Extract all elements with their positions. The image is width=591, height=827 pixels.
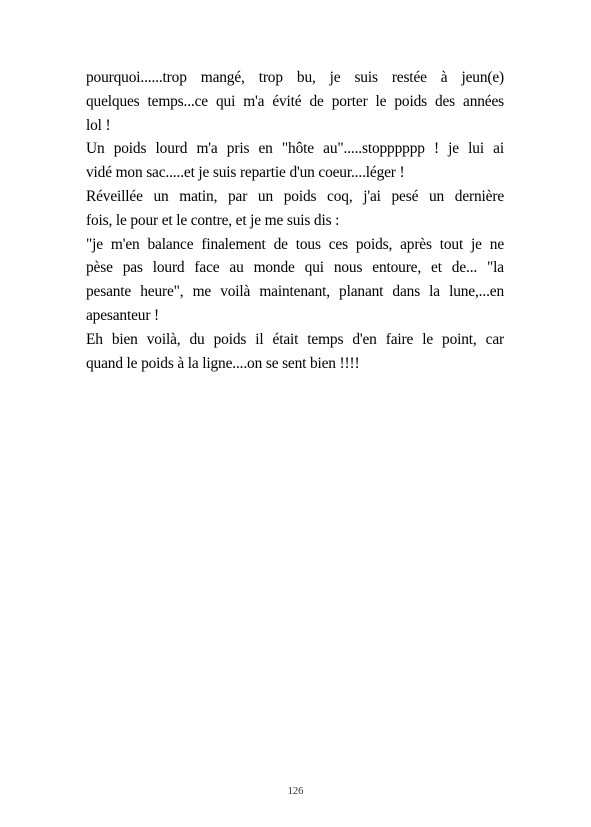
text-line: Un poids lourd m'a pris en "hôte au".....stopppppp ! je lui ai — [86, 140, 504, 158]
page-number: 126 — [287, 786, 304, 797]
text-line: pèse pas lourd face au monde qui nous entoure, et de... "la — [86, 259, 504, 277]
text-line: pesante heure", me voilà maintenant, planant dans la lune,...en — [86, 283, 504, 301]
text-line: Réveillée un matin, par un poids coq, j'ai pesé un dernière — [86, 187, 504, 205]
text-line: Eh bien voilà, du poids il était temps d'en faire le point, car — [86, 330, 504, 348]
body-text — [86, 66, 504, 375]
text-line: lol ! — [86, 116, 111, 134]
text-line: pourquoi......trop mangé, trop bu, je suis restée à jeun(e) — [86, 69, 504, 86]
text-line: "je m'en balance finalement de tous ces poids, après tout je ne — [86, 235, 504, 253]
text-line: quelques temps...ce qui m'a évité de porter le poids des années — [86, 92, 504, 110]
text-line: quand le poids à la ligne....on se sent bien !!!! — [86, 354, 360, 372]
text-line: vidé mon sac.....et je suis repartie d'un coeur....léger ! — [86, 164, 405, 182]
text-line: apesanteur ! — [86, 306, 159, 324]
text-line: fois, le pour et le contre, et je me suis dis : — [86, 211, 340, 229]
